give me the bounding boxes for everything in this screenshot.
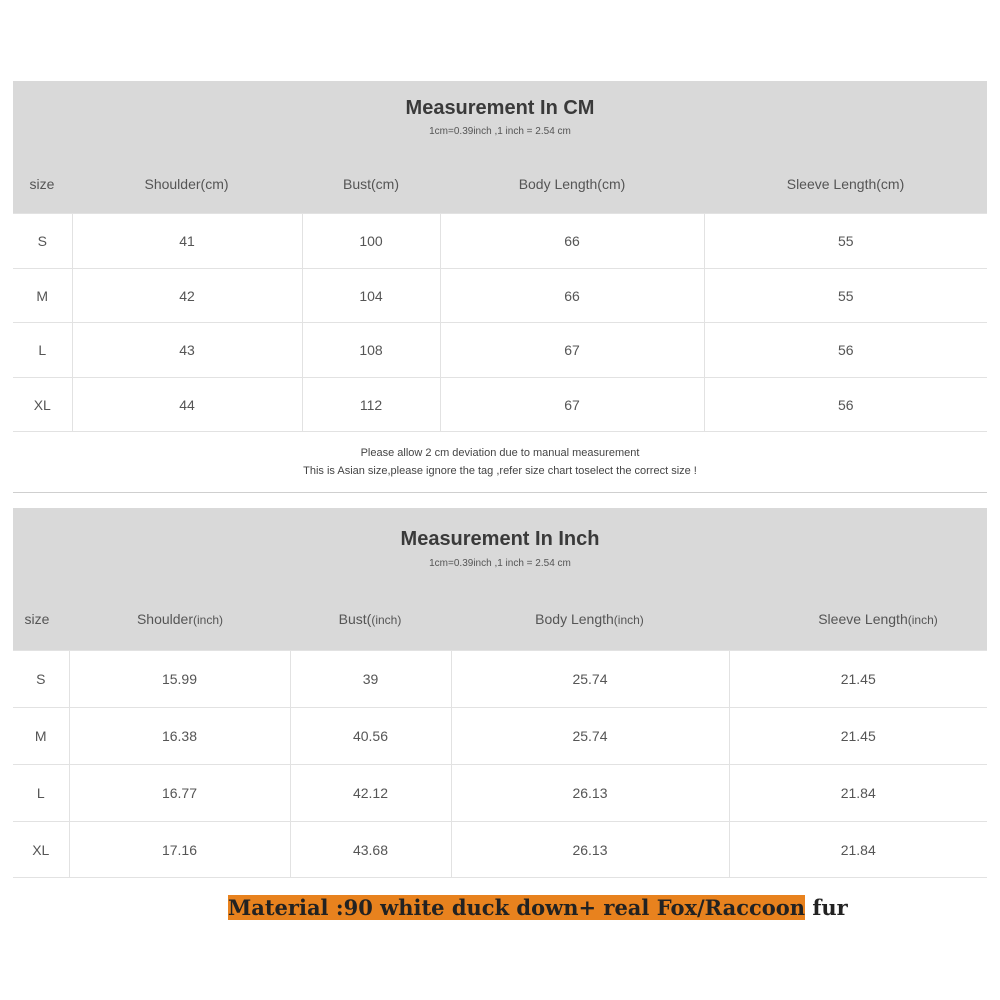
measurement-cell: 41 [72,214,302,269]
cm-header-sleeve-length: Sleeve Length(cm) [786,176,905,192]
cm-table-body [13,214,987,432]
inch-header-size [13,611,61,627]
size-cell: L [13,323,72,378]
cm-header-shoulder: Shoulder(cm) [144,176,229,192]
inch-size-chart [13,508,987,878]
cm-table [13,213,987,432]
measurement-cell: 100 [302,214,440,269]
measurement-cell: 112 [302,378,440,432]
measurement-cell: 26.13 [451,822,729,878]
measurement-cell: 16.77 [69,765,290,822]
inch-header-bust-unit: (inch) [371,613,402,627]
measurement-cell: 108 [302,323,440,378]
measurement-cell: 56 [704,323,987,378]
inch-chart-header [13,508,987,650]
cm-size-chart [13,81,987,432]
table-row [13,214,987,269]
size-cell: XL [13,822,69,878]
inch-table [13,650,987,878]
size-cell: S [13,214,72,269]
cm-chart-subtitle: 1cm=0.39inch ,1 inch = 2.54 cm [429,126,571,137]
inch-header-body-length-unit: (inch) [613,613,644,627]
cm-header-bust: Bust(cm) [343,176,399,192]
measurement-cell: 25.74 [451,708,729,765]
cm-header-body-length: Body Length(cm) [518,176,626,192]
inch-header-body-length-label: Body Length [535,611,614,627]
measurement-cell: 40.56 [290,708,451,765]
measurement-cell: 17.16 [69,822,290,878]
inch-chart-title: Measurement In Inch [400,528,600,550]
measurement-cell: 55 [704,269,987,323]
size-cell: M [13,708,69,765]
measurement-cell: 67 [440,323,704,378]
cm-chart-header [13,81,987,213]
measurement-cell: 25.74 [451,651,729,708]
asian-size-note: This is Asian size,please ignore the tag ,refer size chart toselect the correct size ! [303,465,697,477]
measurement-cell: 21.45 [729,651,987,708]
inch-header-shoulder [69,611,291,627]
measurement-cell: 66 [440,269,704,323]
table-row [13,708,987,765]
measurement-cell: 55 [704,214,987,269]
cm-header-size: size [29,176,55,192]
measurement-cell: 21.84 [729,765,987,822]
measurement-cell: 16.38 [69,708,290,765]
size-cell: S [13,651,69,708]
inch-header-size-label: size [24,611,50,627]
measurement-cell: 67 [440,378,704,432]
inch-header-sleeve-length [729,611,1000,627]
measurement-cell: 21.45 [729,708,987,765]
measurement-cell: 56 [704,378,987,432]
measurement-cell: 43.68 [290,822,451,878]
table-row [13,323,987,378]
inch-header-shoulder-unit: (inch) [193,613,224,627]
inch-header-body-length [451,611,728,627]
size-cell: L [13,765,69,822]
table-row [13,765,987,822]
inch-header-bust [290,611,450,627]
deviation-note: Please allow 2 cm deviation due to manual measurement [360,447,640,459]
table-row [13,378,987,432]
table-row [13,822,987,878]
inch-header-shoulder-label: Shoulder [136,611,194,627]
inch-header-sleeve-length-unit: (inch) [907,613,938,627]
inch-header-bust-label: Bust( [338,611,372,627]
section-divider [13,492,987,493]
measurement-cell: 21.84 [729,822,987,878]
measurement-cell: 39 [290,651,451,708]
measurement-cell: 15.99 [69,651,290,708]
material-banner: Material :90 white duck down+ real Fox/Raccoon fur [228,895,848,920]
inch-header-sleeve-length-label: Sleeve Length [818,611,908,627]
measurement-cell: 42 [72,269,302,323]
measurement-cell: 43 [72,323,302,378]
inch-chart-subtitle: 1cm=0.39inch ,1 inch = 2.54 cm [429,558,571,569]
inch-table-body [13,651,987,878]
size-cell: XL [13,378,72,432]
table-row [13,269,987,323]
cm-notes [13,444,987,480]
measurement-cell: 42.12 [290,765,451,822]
measurement-cell: 66 [440,214,704,269]
measurement-cell: 26.13 [451,765,729,822]
measurement-cell: 44 [72,378,302,432]
size-cell: M [13,269,72,323]
measurement-cell: 104 [302,269,440,323]
table-row [13,651,987,708]
cm-chart-title: Measurement In CM [405,97,595,119]
